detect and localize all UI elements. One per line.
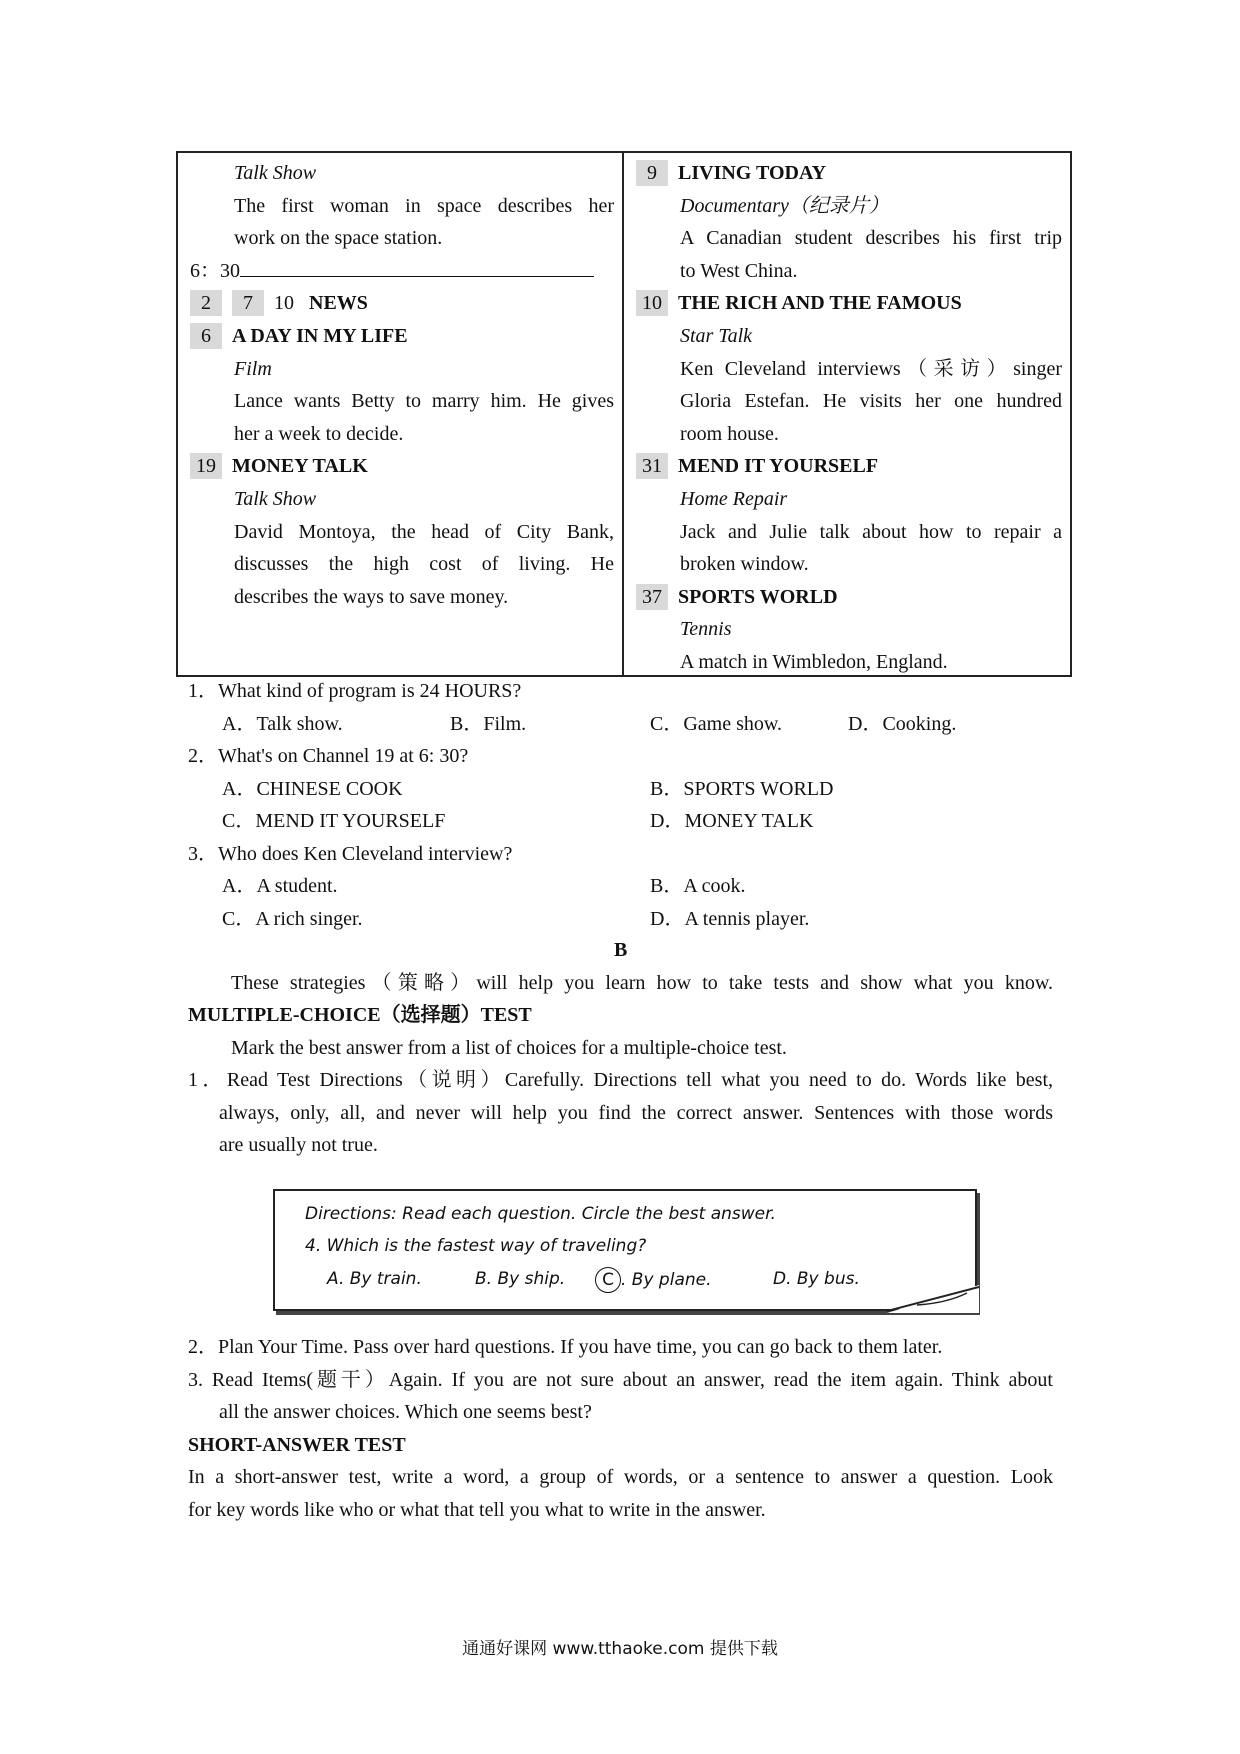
channel-number: 2 (190, 290, 222, 316)
circled-answer-mark: C (595, 1267, 621, 1293)
program-description: Jack and Julie talk about how to repair a (680, 520, 1062, 543)
directions-example-box (273, 1189, 977, 1311)
sa-text-line: In a short-answer test, write a word, a group of words, or a sentence to answer a question. Look (188, 1466, 1053, 1488)
program-description: to West China. (680, 259, 798, 282)
strategy-1-line: 1．Read Test Directions（说明）Carefully. Directions tell what you need to do. Words like best, (188, 1069, 1053, 1091)
channel-number: 9 (636, 160, 668, 186)
answer-blank (240, 256, 594, 277)
program-description: discusses the high cost of living. He (234, 553, 614, 576)
program-genre: Film (234, 357, 272, 380)
option-a[interactable]: A．CHINESE COOK (222, 778, 403, 800)
program-heading (636, 581, 1062, 614)
strategy-3-line: all the answer choices. Which one seems best? (219, 1401, 592, 1423)
option-c[interactable]: C．MEND IT YOURSELF (222, 810, 446, 832)
strategy-1-line: are usually not true. (219, 1134, 378, 1156)
program-title: SPORTS WORLD (678, 585, 838, 608)
strategy-2: 2．Plan Your Time. Pass over hard questions. If you have time, you can go back to them later. (188, 1336, 943, 1358)
time-label: 6：30 (190, 259, 240, 282)
channel-number: 31 (636, 453, 668, 479)
page-curl-icon (887, 1285, 979, 1313)
program-genre: Tennis (680, 618, 732, 641)
program-genre: Star Talk (680, 324, 753, 347)
mc-heading: MULTIPLE-CHOICE（选择题）TEST (188, 1004, 532, 1026)
example-option-a: A. By train. (327, 1269, 422, 1289)
time-slot (190, 255, 614, 288)
program-description: broken window. (680, 553, 809, 576)
option-b[interactable]: B．A cook. (650, 875, 746, 897)
program-description: Lance wants Betty to marry him. He gives (234, 390, 614, 413)
program-heading (190, 450, 614, 483)
program-heading (636, 287, 1062, 320)
strategy-1-line: always, only, all, and never will help you find the correct answer. Sentences with those words (219, 1102, 1053, 1124)
option-d[interactable]: D．MONEY TALK (650, 810, 814, 832)
program-description: David Montoya, the head of City Bank, (234, 520, 614, 543)
example-option-c: C . By plane. (595, 1267, 712, 1293)
program-description: A match in Wimbledon, England. (680, 650, 948, 673)
program-title: A DAY IN MY LIFE (232, 324, 408, 347)
directions-text: Directions: Read each question. Circle the best answer. (305, 1204, 776, 1224)
channel-number: 19 (190, 453, 222, 479)
option-b[interactable]: B．SPORTS WORLD (650, 778, 834, 800)
program-description: The first woman in space describes her (234, 194, 614, 217)
channel-number: 37 (636, 584, 668, 610)
program-heading (190, 320, 614, 353)
channel-number: 10 (274, 292, 294, 315)
program-description: work on the space station. (234, 227, 443, 250)
option-d[interactable]: D．A tennis player. (650, 908, 810, 930)
program-title: MONEY TALK (232, 455, 368, 478)
program-heading (636, 157, 1062, 190)
option-b[interactable]: B．Film. (450, 713, 527, 735)
program-description: her a week to decide. (234, 422, 404, 445)
program-genre: Talk Show (234, 162, 317, 184)
schedule-left-column (178, 153, 624, 675)
program-description: describes the ways to save money. (234, 585, 509, 608)
question-1: 1．What kind of program is 24 HOURS? (188, 680, 522, 702)
tv-schedule-table (176, 151, 1072, 677)
schedule-right-column (624, 153, 1070, 675)
program-title: LIVING TODAY (678, 162, 827, 184)
mc-intro: Mark the best answer from a list of choices for a multiple-choice test. (231, 1037, 787, 1059)
example-option-d: D. By bus. (773, 1269, 860, 1289)
program-description: A Canadian student describes his first trip (680, 227, 1062, 250)
channel-number: 6 (190, 323, 222, 349)
program-heading (190, 287, 614, 320)
program-genre: Documentary（纪录片） (680, 194, 889, 217)
program-title: MEND IT YOURSELF (678, 455, 879, 478)
channel-number: 10 (636, 290, 668, 316)
option-a[interactable]: A．A student. (222, 875, 338, 897)
option-c[interactable]: C．Game show. (650, 713, 783, 735)
option-a[interactable]: A．Talk show. (222, 713, 343, 735)
program-title: THE RICH AND THE FAMOUS (678, 292, 962, 315)
program-heading (636, 450, 1062, 483)
program-title: NEWS (309, 292, 368, 315)
option-c[interactable]: C．A rich singer. (222, 908, 363, 930)
program-genre: Home Repair (680, 487, 788, 510)
question-3: 3．Who does Ken Cleveland interview? (188, 843, 513, 865)
program-description: Ken Cleveland interviews（采访）singer (680, 357, 1062, 380)
section-intro: These strategies（策略）will help you learn how to take tests and show what you know. (231, 972, 1053, 994)
program-description: Gloria Estefan. He visits her one hundred (680, 390, 1062, 413)
section-heading: B (614, 939, 628, 961)
example-option-b: B. By ship. (475, 1269, 566, 1289)
program-description: room house. (680, 422, 779, 445)
example-question: 4. Which is the fastest way of traveling? (305, 1236, 647, 1256)
question-2: 2．What's on Channel 19 at 6: 30? (188, 745, 469, 767)
page-footer: 通通好课网 www.tthaoke.com 提供下载 (462, 1639, 778, 1659)
sa-text-line: for key words like who or what that tell you what to write in the answer. (188, 1499, 766, 1521)
sa-heading: SHORT-ANSWER TEST (188, 1434, 406, 1456)
channel-number: 7 (232, 290, 264, 316)
option-d[interactable]: D．Cooking. (848, 713, 957, 735)
strategy-3-line: 3. Read Items(题干）Again. If you are not sure about an answer, read the item again. Think about (188, 1369, 1053, 1391)
program-genre: Talk Show (234, 487, 317, 510)
